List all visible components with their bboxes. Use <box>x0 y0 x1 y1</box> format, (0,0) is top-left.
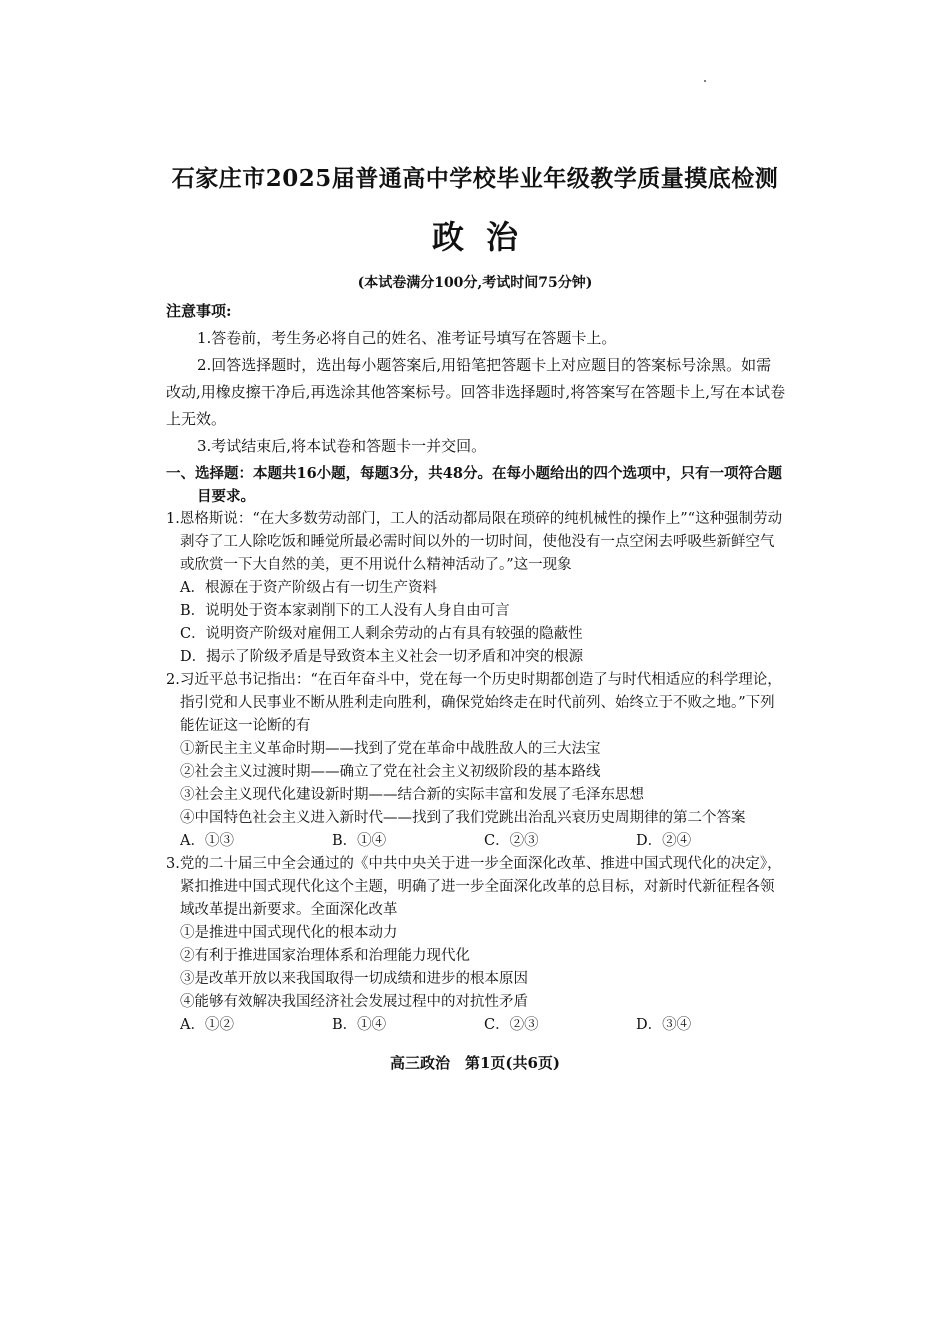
question-3 <box>166 853 788 1037</box>
statement: ①新民主主义革命时期——找到了党在革命中战胜敌人的三大法宝 <box>180 741 601 757</box>
statement: ①是推进中国式现代化的根本动力 <box>180 925 398 941</box>
option-d: D．揭示了阶级矛盾是导致资本主义社会一切矛盾和冲突的根源 <box>180 649 584 665</box>
question-stem: 2.习近平总书记指出：“在百年奋斗中，党在每一个历史时期都创造了与时代相适应的科学理论，指引党和人民事业不断从胜利走向胜利，确保党始终走在时代前列、始终立于不败之地。”下列能佐证这一论断的有 <box>166 672 782 734</box>
choice-c: C．②③ <box>484 833 539 849</box>
choice-c: C．②③ <box>484 1017 539 1033</box>
choice-a: A．①② <box>180 1017 234 1033</box>
choice-b: B．①④ <box>332 1017 387 1033</box>
notice-block <box>166 298 786 460</box>
choice-a: A．①③ <box>180 833 234 849</box>
answer-choices <box>166 1014 788 1037</box>
statement: ③是改革开放以来我国取得一切成绩和进步的根本原因 <box>180 971 528 987</box>
notice-item: 1.答卷前，考生务必将自己的姓名、准考证号填写在答题卡上。 <box>197 329 617 347</box>
statement: ②社会主义过渡时期——确立了党在社会主义初级阶段的基本路线 <box>180 764 601 780</box>
exam-title: 石家庄市2025届普通高中学校毕业年级教学质量摸底检测 <box>171 165 779 192</box>
scan-speck <box>704 80 706 82</box>
notice-title: 注意事项: <box>166 302 232 320</box>
score-time-note: (本试卷满分100分,考试时间75分钟) <box>357 275 593 291</box>
choice-b: B．①④ <box>332 833 387 849</box>
notice-item: 2.回答选择题时，选出每小题答案后,用铅笔把答题卡上对应题目的答案标号涂黑。如需改动,用橡皮擦干净后,再选涂其他答案标号。回答非选择题时,将答案写在答题卡上,写在本试卷上无效。 <box>166 356 786 428</box>
question-2 <box>166 669 788 853</box>
choice-d: D．②④ <box>636 833 692 849</box>
question-1 <box>166 508 788 669</box>
question-stem: 1.恩格斯说：“在大多数劳动部门，工人的活动都局限在琐碎的纯机械性的操作上”“这种强制劳动剥夺了工人除吃饭和睡觉所最必需时间以外的一切时间，使他没有一点空闲去呼吸些新鲜空气或欣赏一下大自然的美，更不用说什么精神活动了。”这一现象 <box>166 511 783 573</box>
option-b: B．说明处于资本家剥削下的工人没有人身自由可言 <box>180 603 510 619</box>
section-heading: 一、选择题：本题共16小题，每题3分，共48分。在每小题给出的四个选项中，只有一项符合题目要求。 <box>166 465 782 505</box>
statement: ③社会主义现代化建设新时期——结合新的实际丰富和发展了毛泽东思想 <box>180 787 644 803</box>
page-footer: 高三政治 第1页(共6页) <box>389 1054 561 1072</box>
answer-choices <box>166 830 788 853</box>
choice-d: D．③④ <box>636 1017 692 1033</box>
question-stem: 3.党的二十届三中全会通过的《中共中央关于进一步全面深化改革、推进中国式现代化的决定》，紧扣推进中国式现代化这个主题，明确了进一步全面深化改革的总目标，对新时代新征程各领域改革提出新要求。全面深化改革 <box>166 856 782 918</box>
notice-item: 3.考试结束后,将本试卷和答题卡一并交回。 <box>197 437 487 455</box>
subject-title: 政治 <box>431 218 540 256</box>
option-a: A．根源在于资产阶级占有一切生产资料 <box>180 580 437 596</box>
statement: ④中国特色社会主义进入新时代——找到了我们党跳出治乱兴衰历史周期律的第二个答案 <box>180 810 746 826</box>
statement: ②有利于推进国家治理体系和治理能力现代化 <box>180 948 470 964</box>
question-content <box>166 462 788 1037</box>
option-c: C．说明资产阶级对雇佣工人剩余劳动的占有具有较强的隐蔽性 <box>180 626 583 642</box>
statement: ④能够有效解决我国经济社会发展过程中的对抗性矛盾 <box>180 994 528 1010</box>
